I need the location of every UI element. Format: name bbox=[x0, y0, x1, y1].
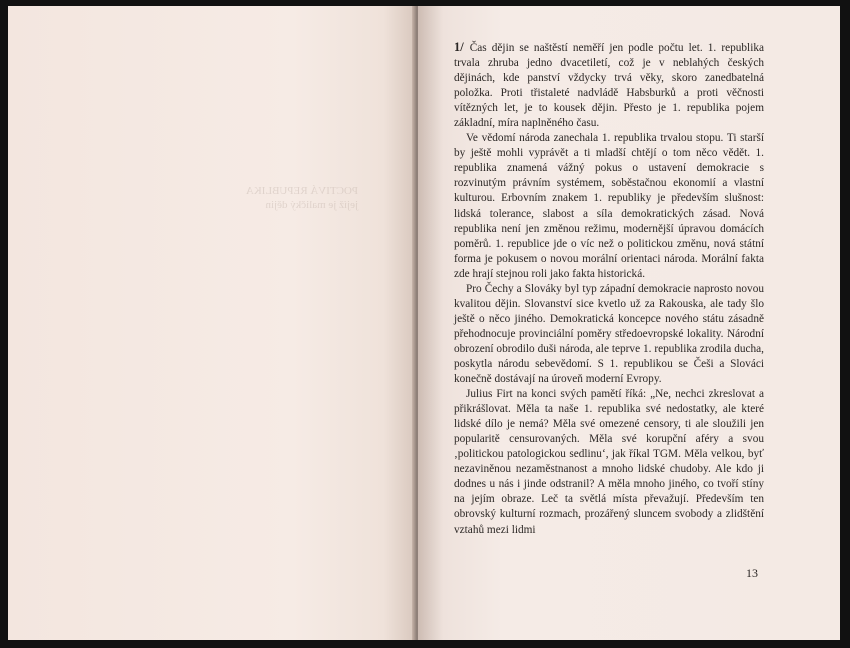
bleed-through-text: POCTIVÁ REPUBLIKA jejíž je maličký dějin bbox=[245, 185, 358, 211]
paragraph-2: Ve vědomí národa zanechala 1. republika trvalou stopu. Ti starší by ještě mohli vyprávět a ti mladší chtějí o tom něco vědět. 1. republika znamená vážný pokus o ustavení demokracie s rozvinutým právním systémem, soběstačnou ekonomií a vlastní kulturou. Erbovním znakem 1. republiky je především slušnost: lidská tolerance, slabost a síla demokratických zásad. Nová republika není jen změnou režimu, modernější úpravou domácích poměrů. 1. republice jde o víc než o politickou změnu, nová státní forma je pokusem o novou morální orientaci národa. Morální fakta zde hrají stejnou roli jako fakta historická. bbox=[454, 132, 764, 280]
paragraph-3: Pro Čechy a Slováky byl typ západní demokracie naprosto novou kvalitou dějin. Slovanství sice kvetlo už za Rakouska, ale tady šlo ještě o něco jiného. Demokratická koncepce nového státu zásadně přehodnocuje provinciální poměry středoevropské lokality. Národní obrození obrodilo duši národa, ale teprve 1. republika zrodila ducha, poskytla národu sebevědomí. S 1. republikou se Češi a Slováci konečně dostávají na úroveň moderní Evropy. bbox=[454, 282, 764, 386]
page-number: 13 bbox=[746, 566, 758, 580]
paragraph-1-text: Čas dějin se naštěstí neměří jen podle počtu let. 1. republika trvala zhruba jedno dvacetiletí, což je v neblahých českých dějinách, kde panství vždycky trvá věky, skoro zanedbatelná položka. Proti třistaleté nadvládě Habsburků a proti věčnosti vítězných let, je to kousek dějin. Přesto je 1. republika pojem základní, míra naplněného času. bbox=[454, 42, 764, 130]
paragraph-4: Julius Firt na konci svých pamětí říká: „Ne, nechci zkreslovat a přikrášlovat. Měla ta naše 1. republika své nedostatky, ale které lidské dílo je nemá? Měla své omezené censory, ti ale sloužili jen popularitě censurovaných. Měla své korupční aféry a svou ‚politickou patologickou sedlinu‘, jak říkal TGM. Měla velkou, byť nezaviněnou nezaměstnanost a mnoho lidské chudoby. Ale kdo ji dodnes u nás i jinde odstranil? A měla mnoho jiného, co tvoří stíny na jejím obraze. Leč ta světlá místa převažují. Především ten obrovský kulturní rozmach, prozářený sluncem svobody a zlidštění vztahů mezi lidmi bbox=[454, 388, 764, 536]
chapter-number: 1/ bbox=[454, 40, 464, 54]
left-page bbox=[8, 6, 416, 640]
body-text bbox=[454, 40, 764, 538]
paragraph-1 bbox=[454, 40, 764, 131]
